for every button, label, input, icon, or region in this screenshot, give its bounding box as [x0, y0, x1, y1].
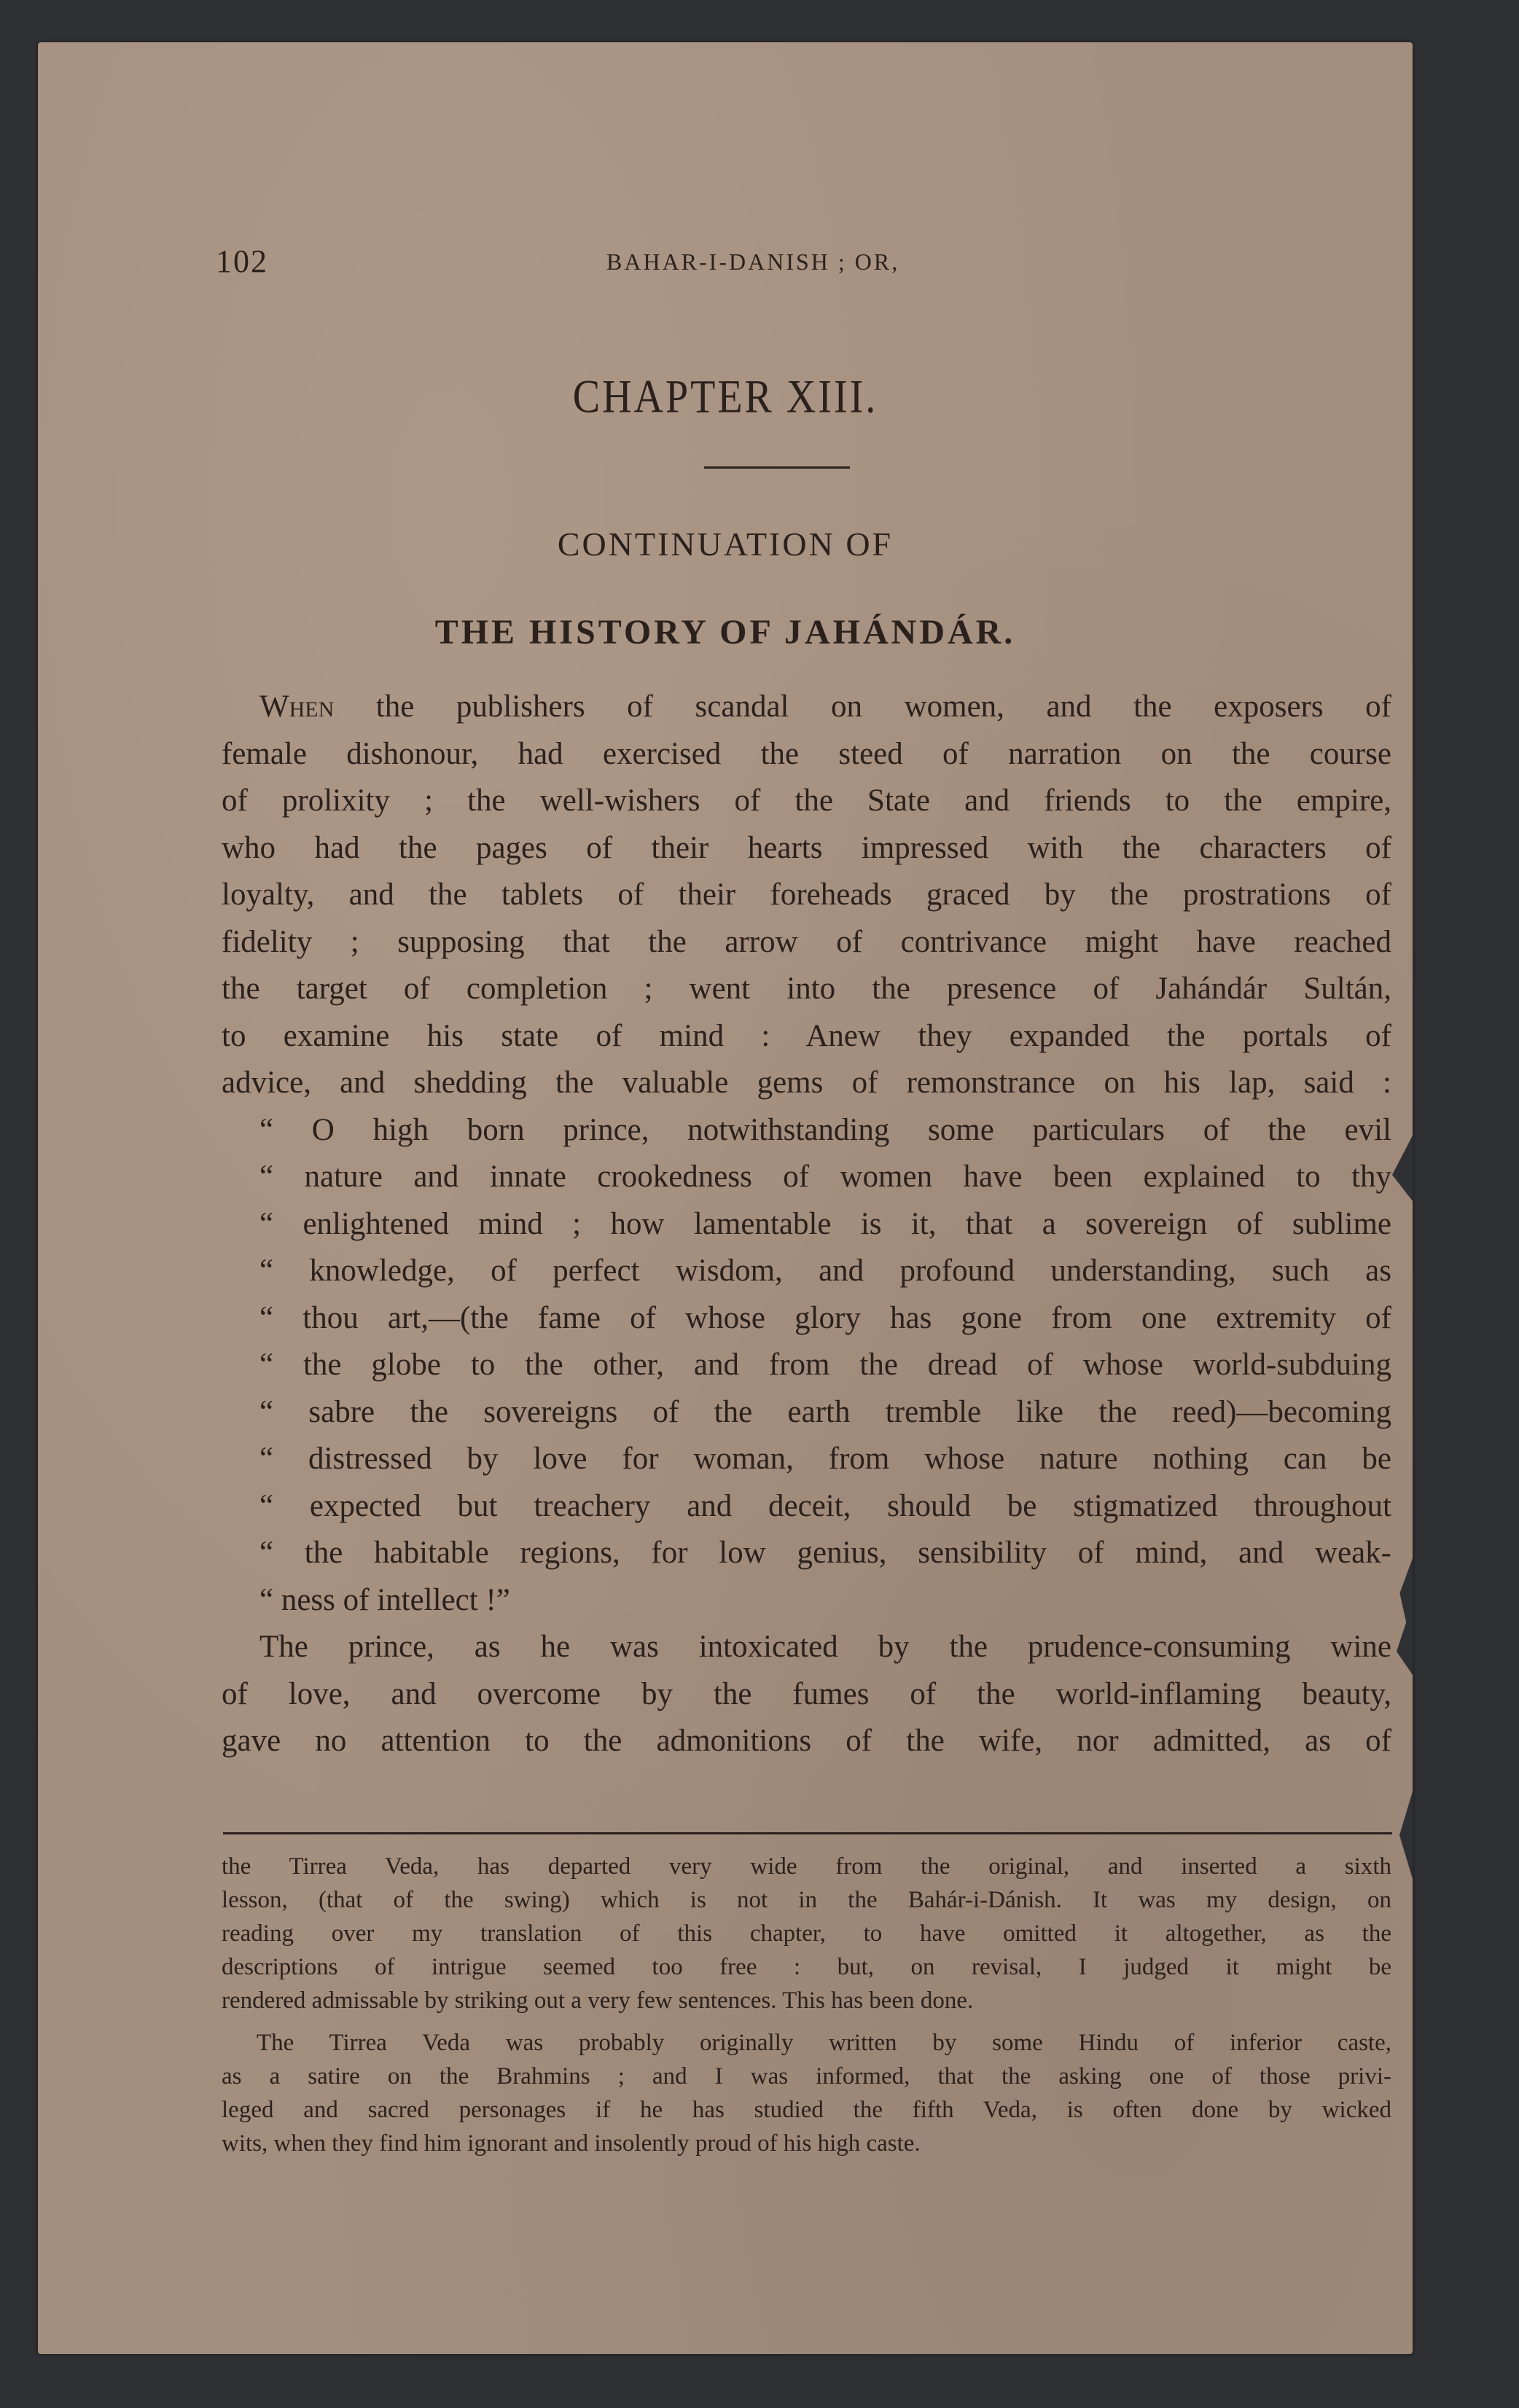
body-line: “ expected but treachery and deceit, should be stigmatized throughout [259, 1488, 1391, 1523]
drop-word: When [259, 689, 335, 724]
body-line: “ distressed by love for woman, from whose nature nothing can be [259, 1442, 1391, 1476]
footnote-line: wits, when they find him ignorant and insolently proud of his high caste. [222, 2130, 921, 2157]
body-line: loyalty, and the tablets of their foreheads graced by the prostrations of [222, 877, 1391, 912]
torn-edge [1399, 1791, 1413, 1879]
footnote-line: leged and sacred personages if he has studied the fifth Veda, is often done by wicked [222, 2097, 1391, 2123]
body-line: “ O high born prince, notwithstanding some particulars of the evil [259, 1112, 1391, 1147]
footnote-divider [223, 1832, 1392, 1834]
footnote-line: the Tirrea Veda, has departed very wide from the original, and inserted a sixth [222, 1853, 1391, 1880]
body-line [222, 684, 1391, 731]
body-line: who had the pages of their hearts impressed with the characters of [222, 830, 1391, 865]
title-divider [704, 466, 850, 469]
body-line: to examine his state of mind : Anew they expanded the portals of [222, 1018, 1391, 1053]
body-line: “ nature and innate crookedness of women have been explained to thy [259, 1160, 1391, 1194]
body-line: gave no attention to the admonitions of the wife, nor admitted, as of [222, 1724, 1391, 1758]
body-line: “ the habitable regions, for low genius, sensibility of mind, and weak- [259, 1536, 1391, 1570]
body-line: “ sabre the sovereigns of the earth tremble like the reed)—becoming [259, 1394, 1391, 1429]
body-line: fidelity ; supposing that the arrow of contrivance might have reached [222, 924, 1391, 959]
footnotes [222, 1850, 1391, 2160]
footnote-line: lesson, (that of the swing) which is not in the Bahár-i-Dánish. It was my design, on [222, 1887, 1391, 1913]
footnote-line: reading over my translation of this chapter, to have omitted it altogether, as the [222, 1920, 1391, 1947]
body-line: advice, and shedding the valuable gems of remonstrance on his lap, said : [222, 1066, 1391, 1100]
footnote-line: The Tirrea Veda was probably originally written by some Hindu of inferior caste, [257, 2030, 1391, 2056]
page-number: 102 [216, 243, 268, 279]
body-text [222, 684, 1391, 1765]
body-line: The prince, as he was intoxicated by the prudence-consuming wine [259, 1630, 1391, 1664]
section-title: THE HISTORY OF JAHÁNDÁR. [434, 613, 1016, 652]
body-line: “ ness of intellect !” [259, 1582, 510, 1617]
running-head [38, 243, 1413, 286]
body-line: of prolixity ; the well-wishers of the State and friends to the empire, [222, 783, 1391, 818]
body-line: of love, and overcome by the fumes of the world-inflaming beauty, [222, 1676, 1391, 1711]
body-line: “ thou art,—(the fame of whose glory has gone from one extremity of [259, 1300, 1391, 1335]
chapter-title: CHAPTER XIII. [572, 371, 878, 423]
footnote-line: rendered admissable by striking out a very few sentences. This has been done. [222, 1987, 974, 2014]
footnote-line: descriptions of intrigue seemed too free : but, on revisal, I judged it might be [222, 1954, 1391, 1980]
body-line: “ the globe to the other, and from the dread of whose world-subduing [259, 1348, 1391, 1382]
torn-edge [1397, 1558, 1413, 1675]
book-page [38, 42, 1413, 2354]
chapter-subtitle: CONTINUATION OF [557, 525, 894, 563]
torn-edge [1392, 1135, 1413, 1201]
body-line: female dishonour, had exercised the steed of narration on the course [222, 736, 1391, 771]
footnote-line: as a satire on the Brahmins ; and I was informed, that the asking one of those privi- [222, 2063, 1391, 2090]
body-line: the target of completion ; went into the presence of Jahándár Sultán, [222, 972, 1391, 1006]
body-line: “ enlightened mind ; how lamentable is it, that a sovereign of sublime [259, 1206, 1391, 1241]
body-line: “ knowledge, of perfect wisdom, and profound understanding, such as [259, 1254, 1391, 1288]
body-line-text: the publishers of scandal on women, and the exposers of [334, 689, 1391, 724]
running-title: BAHAR-I-DANISH ; OR, [606, 249, 900, 275]
